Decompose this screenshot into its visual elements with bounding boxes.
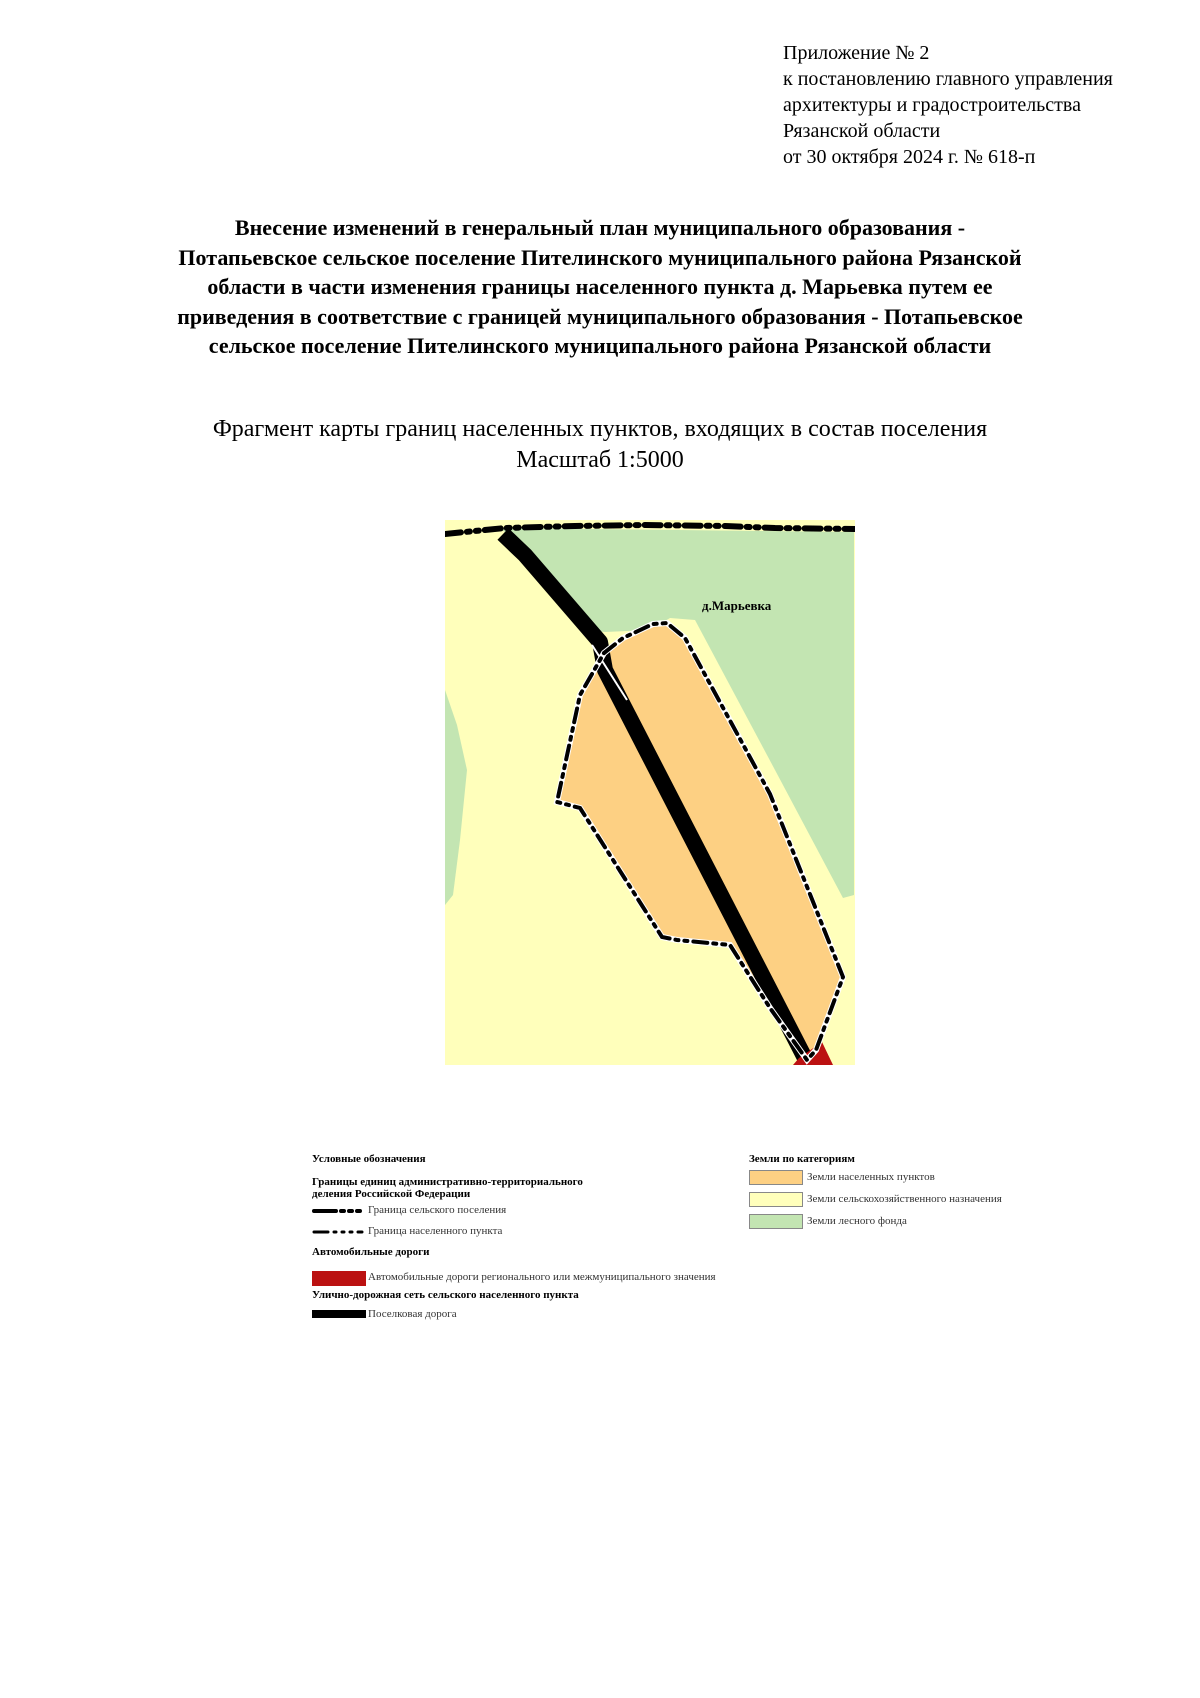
map-legend <box>312 1153 1062 1338</box>
settlement-boundary-symbol <box>312 1227 364 1237</box>
village-road-swatch <box>312 1310 366 1318</box>
appendix-line: архитектуры и градостроительства <box>783 94 1081 116</box>
legend-boundaries-heading: деления Российской Федерации <box>312 1188 471 1200</box>
title-line: области в части изменения границы населенного пункта д. Марьевка путем ее <box>207 274 993 299</box>
legend-rural-boundary: Граница сельского поселения <box>368 1204 507 1216</box>
map-caption-title: Фрагмент карты границ населенных пунктов, входящих в состав поселения <box>212 416 988 442</box>
appendix-line: к постановлению главного управления <box>783 68 1113 90</box>
forest-land-swatch <box>749 1214 803 1229</box>
legend-land-agricultural: Земли сельскохозяйственного назначения <box>807 1193 1002 1205</box>
legend-settlement-boundary: Граница населенного пункта <box>368 1225 503 1237</box>
title-line: Потапьевское сельское поселение Пителинского муниципального района Рязанской <box>178 244 1022 270</box>
settlement-land-swatch <box>749 1170 803 1185</box>
title-line: Внесение изменений в генеральный план муниципального образования - <box>234 215 966 240</box>
map-scale: Масштаб 1:5000 <box>516 447 684 473</box>
legend-street-network-heading: Улично-дорожная сеть сельского населенного пункта <box>312 1289 579 1301</box>
legend-heading: Условные обозначения <box>312 1153 426 1165</box>
legend-boundaries-heading: Границы единиц административно-территориального <box>312 1176 583 1188</box>
title-line: приведения в соответствие с границей муниципального образования - Потапьевское <box>177 303 1023 329</box>
agricultural-land-swatch <box>749 1192 803 1207</box>
map-caption <box>100 414 1100 476</box>
document-title <box>100 213 1100 361</box>
legend-land-forest: Земли лесного фонда <box>807 1215 907 1227</box>
title-line: сельское поселение Пителинского муниципального района Рязанской области <box>208 333 992 358</box>
legend-land-heading: Земли по категориям <box>749 1153 855 1165</box>
appendix-block <box>783 40 1113 170</box>
legend-regional-roads: Автомобильные дороги регионального или межмуниципального значения <box>368 1271 716 1283</box>
appendix-line: Приложение № 2 <box>783 42 930 64</box>
rural-boundary-symbol <box>312 1206 364 1216</box>
appendix-line: от 30 октября 2024 г. № 618-п <box>783 146 1036 168</box>
regional-road-swatch <box>312 1271 366 1286</box>
legend-land-settlement: Земли населенных пунктов <box>807 1171 935 1183</box>
map-fragment <box>445 520 855 1065</box>
legend-village-road: Поселковая дорога <box>368 1308 457 1320</box>
appendix-line: Рязанской области <box>783 120 941 142</box>
legend-roads-heading: Автомобильные дороги <box>312 1246 430 1258</box>
settlement-label: д.Марьевка <box>702 598 772 613</box>
